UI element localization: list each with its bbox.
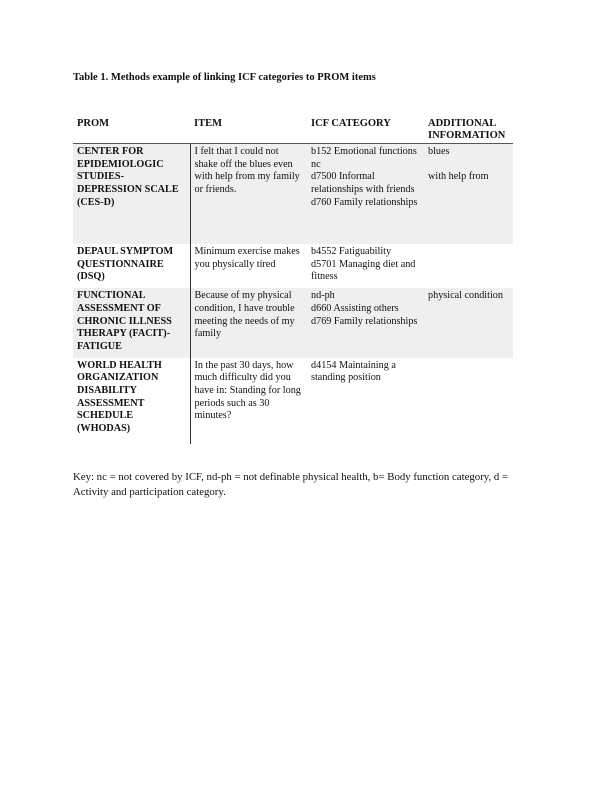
icf-entry: b4552 Fatiguability <box>311 246 392 257</box>
table-row <box>73 244 513 288</box>
info-spacer <box>428 159 509 172</box>
info-cell <box>424 358 513 444</box>
header-prom: PROM <box>73 116 190 144</box>
prom-cell: FUNCTIONAL ASSESSMENT OF CHRONIC ILLNESS THERAPY (FACIT)-FATIGUE <box>73 288 190 358</box>
item-cell: In the past 30 days, how much difficulty did you have in: Standing for long periods such as 30 minutes? <box>190 358 307 444</box>
item-cell: Because of my physical condition, I have trouble meeting the needs of my family <box>190 288 307 358</box>
icf-entry: d760 Family relationships <box>311 196 418 208</box>
icf-linking-table <box>73 116 513 444</box>
info-entry: with help from <box>428 171 489 183</box>
header-additional-information: ADDITIONAL INFORMATION <box>424 116 513 144</box>
icf-entry: d7500 Informal relationships with friends <box>311 171 415 196</box>
icf-entry: d4154 Maintaining a standing position <box>311 359 396 384</box>
prom-cell: WORLD HEALTH ORGANIZATION DISABILITY ASSESSMENT SCHEDULE (WHODAS) <box>77 359 162 435</box>
icf-cell <box>307 144 424 245</box>
table-title: Table 1. Methods example of linking ICF categories to PROM items <box>73 72 376 83</box>
icf-cell <box>307 288 424 358</box>
icf-entry: d5701 Managing diet and fitness <box>311 258 416 283</box>
info-entry: physical condition <box>428 290 503 302</box>
item-cell: I felt that I could not shake off the blues even with help from my family or friends. <box>190 144 307 245</box>
header-icf-category: ICF CATEGORY <box>307 116 424 144</box>
icf-cell <box>307 358 424 444</box>
icf-entry: nc <box>311 158 321 170</box>
table-row <box>73 144 513 245</box>
icf-cell <box>307 244 424 288</box>
icf-entry: nd-ph <box>311 290 335 302</box>
icf-entry: d769 Family relationships <box>311 315 418 327</box>
header-item: ITEM <box>190 116 307 144</box>
table-key: Key: nc = not covered by ICF, nd-ph = not definable physical health, b= Body function category, d = Activity and participation category. <box>73 471 509 498</box>
prom-cell: CENTER FOR EPIDEMIOLOGIC STUDIES-DEPRESSION SCALE (CES-D) <box>73 144 190 245</box>
table-header-row <box>73 116 513 144</box>
prom-cell: DEPAUL SYMPTOM QUESTIONNAIRE (DSQ) <box>77 246 174 283</box>
icf-entry: d660 Assisting others <box>311 302 399 314</box>
info-entry: blues <box>428 146 450 157</box>
info-cell <box>424 144 513 245</box>
item-cell: Minimum exercise makes you physically tired <box>190 244 307 288</box>
table-row <box>73 358 513 444</box>
icf-entry: b152 Emotional functions <box>311 146 417 157</box>
info-cell <box>424 288 513 358</box>
table-row <box>73 288 513 358</box>
info-cell <box>424 244 513 288</box>
